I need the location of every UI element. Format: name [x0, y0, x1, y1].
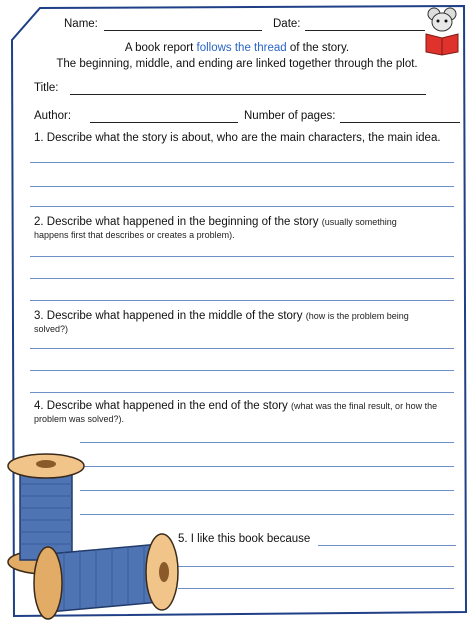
question-3 [34, 310, 409, 322]
author-label: Author: [34, 110, 72, 122]
date-field[interactable] [305, 30, 425, 31]
answer-line[interactable] [30, 300, 454, 301]
answer-line[interactable] [30, 392, 454, 393]
intro-text-post: of the story. [289, 42, 350, 54]
answer-line[interactable] [30, 186, 454, 187]
thread-spools-icon [0, 446, 184, 622]
intro-text-pre: A book report [124, 42, 194, 54]
question-4-main: 4. Describe what happened in the end of the story [34, 400, 288, 412]
question-2 [34, 216, 397, 228]
answer-line[interactable] [318, 545, 456, 546]
answer-line[interactable] [178, 566, 454, 567]
intro-line-1 [0, 42, 474, 54]
answer-line[interactable] [30, 348, 454, 349]
answer-line[interactable] [30, 206, 454, 207]
question-2-note-a: (usually something [321, 217, 397, 227]
title-label: Title: [34, 82, 59, 94]
question-3-main: 3. Describe what happened in the middle of the story [34, 310, 303, 322]
name-label: Name: [64, 18, 98, 30]
date-label: Date: [273, 18, 301, 30]
question-2-main: 2. Describe what happened in the beginning of the story [34, 216, 319, 228]
question-4-note-b: problem was solved?). [34, 414, 125, 424]
question-4-note-a: (what was the final result, or how the [291, 401, 438, 411]
title-field[interactable] [70, 94, 426, 95]
intro-highlight: follows the thread [196, 42, 287, 54]
question-4 [34, 400, 437, 412]
author-field[interactable] [90, 122, 238, 123]
intro-line-2: The beginning, middle, and ending are linked together through the plot. [56, 58, 418, 70]
answer-line[interactable] [30, 370, 454, 371]
name-field[interactable] [104, 30, 262, 31]
pages-field[interactable] [340, 122, 460, 123]
question-3-note-b: solved?) [34, 324, 69, 334]
pages-label: Number of pages: [244, 110, 336, 122]
answer-line[interactable] [30, 278, 454, 279]
question-2-note-b: happens first that describes or creates a problem). [34, 230, 235, 240]
question-3-note-a: (how is the problem being [305, 311, 409, 321]
answer-line[interactable] [178, 588, 454, 589]
question-5: 5. I like this book because [178, 533, 311, 545]
answer-line[interactable] [30, 256, 454, 257]
answer-line[interactable] [30, 162, 454, 163]
question-1: 1. Describe what the story is about, who are the main characters, the main idea. [34, 132, 441, 144]
answer-line[interactable] [80, 442, 454, 443]
